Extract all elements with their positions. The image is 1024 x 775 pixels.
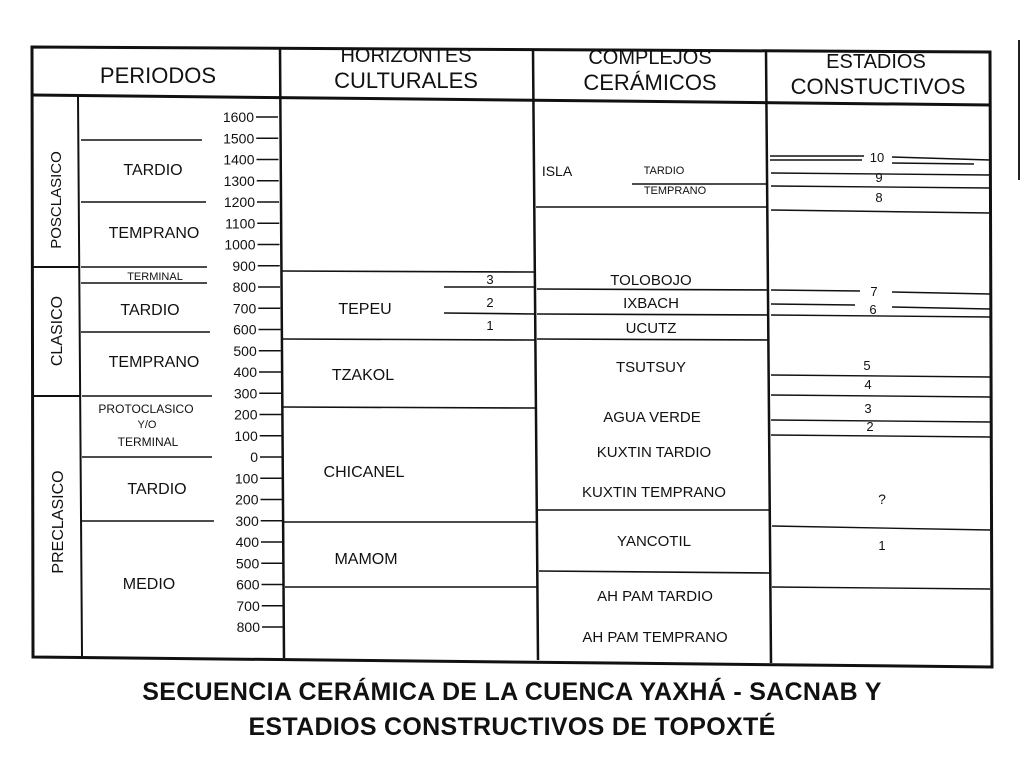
stage-9: 9 (875, 170, 883, 185)
complex-lines (536, 184, 770, 573)
subperiod-posclasico-tardio: TARDIO (123, 162, 183, 179)
subperiod-protoclasico: PROTOCLASICO (98, 402, 194, 416)
year-label: 1200 (223, 194, 255, 210)
page-edge-mark (1018, 40, 1020, 180)
header-complejos-line2: CERÁMICOS (583, 70, 717, 95)
year-label: 500 (235, 555, 260, 572)
complex-agua-verde: AGUA VERDE (603, 409, 701, 426)
era-clasico: CLASICO (49, 295, 66, 367)
year-label: 1400 (223, 151, 255, 168)
horizon-tepeu: TEPEU (338, 301, 392, 318)
year-label: 300 (235, 512, 259, 529)
subperiod-clasico-terminal: TERMINAL (127, 271, 183, 283)
year-label: 1300 (223, 172, 255, 189)
year-label: 400 (235, 534, 259, 550)
subperiod-preclasico-terminal: TERMINAL (117, 435, 179, 449)
year-label: 700 (232, 300, 257, 317)
complex-tsutsuy: TSUTSUY (615, 359, 687, 376)
year-label: 1100 (225, 215, 256, 232)
stage-lines (770, 156, 990, 589)
figure-caption-line1: SECUENCIA CERÁMICA DE LA CUENCA YAXHÁ - SACNAB Y (142, 678, 882, 706)
stage-6: 6 (869, 302, 877, 317)
complex-ucutz: UCUTZ (625, 320, 677, 337)
header-periodos: PERIODOS (99, 63, 217, 88)
col-divider-horizontes (533, 50, 538, 660)
complex-isla: ISLA (541, 163, 573, 179)
stage-1: 1 (878, 538, 886, 553)
year-label: 1600 (222, 109, 254, 125)
subperiod-preclasico-tardio: TARDIO (127, 481, 187, 498)
subperiod-posclasico-temprano: TEMPRANO (108, 225, 200, 242)
year-label: 600 (233, 321, 257, 338)
complex-isla-temprano: TEMPRANO (643, 185, 707, 197)
year-scale (223, 109, 284, 635)
horizon-tzakol: TZAKOL (331, 367, 395, 384)
year-label: 600 (236, 576, 260, 593)
horizon-chicanel: CHICANEL (323, 464, 405, 481)
header-estadios-line1: ESTADIOS (826, 51, 926, 73)
horizon-lines (282, 271, 537, 587)
complex-kuxtin-tardio: KUXTIN TARDIO (596, 444, 712, 461)
complex-isla-tardio: TARDIO (643, 165, 685, 177)
stage-8: 8 (875, 190, 883, 205)
year-label: 0 (250, 449, 258, 465)
year-label: 100 (234, 427, 258, 444)
stage-4: 4 (864, 377, 872, 392)
figure-caption-line2: ESTADIOS CONSTRUCTIVOS DE TOPOXTÉ (248, 713, 776, 741)
col-divider-periodos (280, 48, 284, 658)
year-label: 500 (233, 342, 257, 359)
stage-10: 10 (869, 150, 885, 165)
year-label: 100 (234, 470, 259, 487)
tepeu-phase-3: 3 (486, 272, 494, 287)
complex-ixbach: IXBACH (623, 295, 679, 312)
stage-5: 5 (863, 358, 871, 373)
tepeu-phase-2: 2 (486, 295, 494, 310)
complex-kuxtin-temprano: KUXTIN TEMPRANO (582, 484, 726, 501)
stage-2: 2 (866, 419, 874, 434)
year-label: 200 (235, 491, 259, 508)
era-preclasico: PRECLASICO (50, 470, 67, 574)
year-label: 800 (236, 619, 260, 635)
year-label: 200 (234, 406, 258, 423)
complex-yancotil: YANCOTIL (617, 533, 691, 550)
year-label: 400 (233, 364, 257, 380)
era-posclasico: POSCLASICO (48, 151, 65, 249)
complex-ah-pam-temprano: AH PAM TEMPRANO (582, 629, 728, 646)
col-divider-complejos (766, 51, 771, 663)
era-column-divider (78, 96, 82, 656)
year-label: 700 (236, 597, 260, 614)
subperiod-clasico-temprano: TEMPRANO (108, 354, 200, 371)
stage-unknown: ? (878, 491, 886, 507)
subperiod-yo: Y/O (137, 419, 157, 431)
subperiod-lines (81, 140, 214, 521)
complex-ah-pam-tardio: AH PAM TARDIO (597, 588, 713, 605)
header-horizontes-line1: HORIZONTES (340, 45, 472, 67)
header-estadios-line2: CONSTUCTIVOS (790, 74, 966, 99)
year-label: 1500 (223, 130, 255, 147)
year-label: 800 (232, 279, 256, 295)
header-complejos-line1: COMPLEJOS (588, 47, 712, 69)
year-label: 300 (233, 385, 258, 402)
header-horizontes-line2: CULTURALES (334, 68, 478, 93)
year-label: 900 (232, 257, 256, 274)
subperiod-clasico-tardio: TARDIO (120, 302, 180, 319)
stage-3: 3 (864, 401, 872, 416)
tepeu-phase-1: 1 (486, 318, 494, 333)
stage-7: 7 (870, 284, 878, 299)
subperiod-preclasico-medio: MEDIO (122, 576, 176, 593)
horizon-mamom: MAMOM (334, 551, 398, 568)
complex-tolobojo: TOLOBOJO (610, 272, 692, 289)
year-label: 1000 (224, 236, 256, 253)
